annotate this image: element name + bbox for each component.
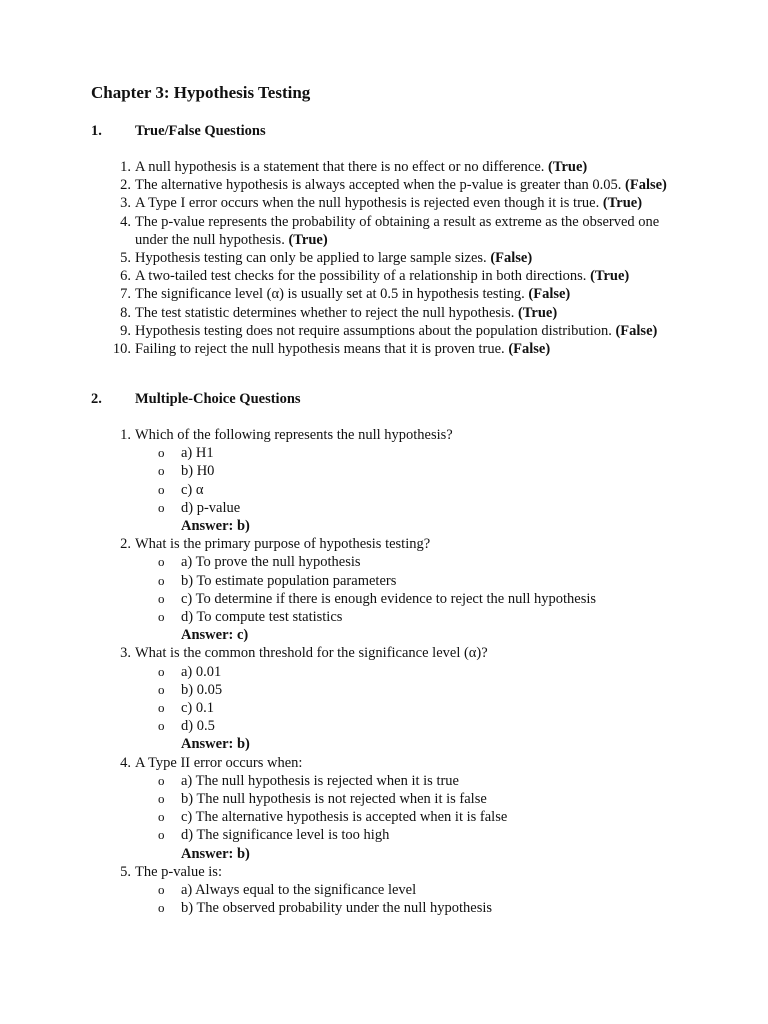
statement-text: The test statistic determines whether to reject the null hypothesis. bbox=[135, 304, 515, 321]
answer-label: (True) bbox=[548, 159, 588, 175]
bullet-icon: o bbox=[158, 772, 165, 788]
option-text: b) The observed probability under the null hypothesis bbox=[181, 900, 493, 917]
answer-label: (False) bbox=[528, 286, 571, 303]
list-item bbox=[0, 304, 695, 322]
bullet-icon: o bbox=[158, 900, 165, 916]
option-text: d) To compute test statistics bbox=[181, 609, 343, 626]
bullet-icon: o bbox=[158, 590, 165, 606]
option-text: d) 0.5 bbox=[181, 718, 215, 735]
item-number: 4. bbox=[120, 754, 131, 771]
option-item bbox=[0, 462, 768, 480]
option-text: c) 0.1 bbox=[181, 700, 215, 717]
list-item bbox=[0, 158, 695, 176]
option-item bbox=[0, 790, 768, 808]
option-item bbox=[0, 881, 768, 899]
option-text: c) The alternative hypothesis is accepted when it is false bbox=[181, 809, 508, 826]
option-text: b) 0.05 bbox=[181, 681, 223, 698]
question-text: A Type II error occurs when: bbox=[135, 754, 303, 771]
option-item bbox=[0, 608, 768, 626]
option-item bbox=[0, 717, 768, 735]
answer-label: Answer: c) bbox=[181, 627, 249, 644]
option-text: d) p-value bbox=[181, 499, 241, 516]
bullet-icon: o bbox=[158, 791, 165, 807]
item-number: 5. bbox=[120, 863, 131, 880]
statement-text: Hypothesis testing does not require assumptions about the population distribution. bbox=[135, 322, 612, 339]
option-item bbox=[0, 899, 768, 917]
option-item bbox=[0, 699, 768, 717]
answer-label: Answer: b) bbox=[181, 518, 250, 535]
options-list bbox=[0, 444, 768, 535]
option-item bbox=[0, 663, 768, 681]
statement-text: The alternative hypothesis is always accepted when the p-value is greater than 0.05. bbox=[135, 177, 622, 194]
answer-label: (False) bbox=[490, 250, 533, 267]
option-text: a) Always equal to the significance level bbox=[181, 882, 417, 899]
option-item bbox=[0, 481, 768, 499]
list-item bbox=[0, 340, 695, 358]
question-item bbox=[0, 426, 695, 444]
options-list bbox=[0, 553, 768, 644]
bullet-icon: o bbox=[158, 499, 165, 515]
item-number: 7. bbox=[120, 286, 131, 303]
option-text: a) H1 bbox=[181, 445, 214, 462]
item-number: 3. bbox=[120, 195, 131, 212]
list-item bbox=[0, 213, 695, 249]
list-item bbox=[0, 285, 695, 303]
question-item bbox=[0, 535, 695, 553]
item-number: 5. bbox=[120, 250, 131, 267]
bullet-icon: o bbox=[158, 827, 165, 843]
bullet-icon: o bbox=[158, 572, 165, 588]
option-item bbox=[0, 572, 768, 590]
section-title: True/False Questions bbox=[135, 123, 266, 139]
statement-text: A null hypothesis is a statement that there is no effect or no difference. bbox=[135, 159, 545, 175]
option-item bbox=[0, 681, 768, 699]
option-text: b) To estimate population parameters bbox=[181, 572, 397, 589]
bullet-icon: o bbox=[158, 609, 165, 625]
bullet-icon: o bbox=[158, 681, 165, 697]
option-item bbox=[0, 826, 768, 844]
answer-label: (True) bbox=[602, 195, 643, 212]
statement-text: The p-value represents the probability of obtaining a result as extreme as the observed one under the null hypothesis. bbox=[135, 213, 660, 248]
option-text: a) 0.01 bbox=[181, 663, 222, 680]
item-number: 8. bbox=[120, 304, 131, 321]
option-item bbox=[0, 499, 768, 517]
item-number: 9. bbox=[120, 322, 131, 339]
bullet-icon: o bbox=[158, 463, 165, 479]
bullet-icon: o bbox=[158, 700, 165, 716]
item-number: 2. bbox=[120, 177, 131, 194]
bullet-icon: o bbox=[158, 809, 165, 825]
option-text: c) α bbox=[181, 481, 204, 498]
question-item bbox=[0, 754, 695, 772]
item-number: 1. bbox=[120, 427, 131, 443]
list-item bbox=[0, 176, 695, 194]
question-item bbox=[0, 863, 695, 881]
option-text: a) To prove the null hypothesis bbox=[181, 554, 361, 571]
option-item bbox=[0, 772, 768, 790]
statement-text: The significance level (α) is usually set at 0.5 in hypothesis testing. bbox=[135, 286, 525, 303]
item-number: 1. bbox=[120, 159, 131, 175]
answer-label: (False) bbox=[508, 341, 551, 358]
item-number: 6. bbox=[120, 268, 131, 285]
list-item bbox=[0, 194, 695, 212]
answer-label: Answer: b) bbox=[181, 736, 250, 753]
section-number: 1. bbox=[91, 123, 102, 139]
list-item bbox=[0, 267, 695, 285]
answer-label: (True) bbox=[517, 304, 558, 321]
option-text: b) H0 bbox=[181, 463, 215, 480]
option-text: b) The null hypothesis is not rejected when it is false bbox=[181, 791, 487, 808]
bullet-icon: o bbox=[158, 663, 165, 679]
section-number: 2. bbox=[91, 391, 102, 407]
option-item bbox=[0, 590, 768, 608]
question-text: What is the common threshold for the significance level (α)? bbox=[135, 645, 488, 662]
option-text: a) The null hypothesis is rejected when it is true bbox=[181, 772, 459, 789]
option-item bbox=[0, 808, 768, 826]
section-title: Multiple-Choice Questions bbox=[135, 391, 301, 407]
question-text: Which of the following represents the null hypothesis? bbox=[135, 427, 453, 443]
option-text: d) The significance level is too high bbox=[181, 827, 390, 844]
question-text: The p-value is: bbox=[135, 863, 222, 880]
option-item bbox=[0, 553, 768, 571]
bullet-icon: o bbox=[158, 445, 165, 461]
question-text: What is the primary purpose of hypothesis testing? bbox=[135, 536, 431, 553]
item-number: 10. bbox=[112, 341, 131, 358]
option-item bbox=[0, 444, 768, 462]
answer-label: (True) bbox=[590, 268, 630, 285]
true-false-list bbox=[0, 158, 768, 358]
options-list bbox=[0, 663, 768, 754]
options-list bbox=[0, 881, 768, 917]
item-number: 4. bbox=[120, 213, 131, 230]
bullet-icon: o bbox=[158, 718, 165, 734]
statement-text: Hypothesis testing can only be applied to large sample sizes. bbox=[135, 250, 487, 267]
option-text: c) To determine if there is enough evidence to reject the null hypothesis bbox=[181, 590, 597, 607]
statement-text: A Type I error occurs when the null hypothesis is rejected even though it is true. bbox=[135, 195, 600, 212]
bullet-icon: o bbox=[158, 481, 165, 497]
list-item bbox=[0, 322, 695, 340]
statement-text: A two-tailed test checks for the possibility of a relationship in both directions. bbox=[135, 268, 587, 285]
options-list bbox=[0, 772, 768, 863]
item-number: 3. bbox=[120, 645, 131, 662]
answer-label: (True) bbox=[288, 231, 328, 248]
multiple-choice-list bbox=[0, 426, 768, 917]
answer-label: (False) bbox=[625, 177, 667, 194]
list-item bbox=[0, 249, 695, 267]
chapter-title: Chapter 3: Hypothesis Testing bbox=[91, 83, 311, 102]
bullet-icon: o bbox=[158, 554, 165, 570]
answer-label: (False) bbox=[615, 322, 658, 339]
statement-text: Failing to reject the null hypothesis means that it is proven true. bbox=[135, 341, 505, 358]
question-item bbox=[0, 644, 695, 662]
answer-label: Answer: b) bbox=[181, 845, 250, 862]
bullet-icon: o bbox=[158, 882, 165, 898]
item-number: 2. bbox=[120, 536, 131, 553]
